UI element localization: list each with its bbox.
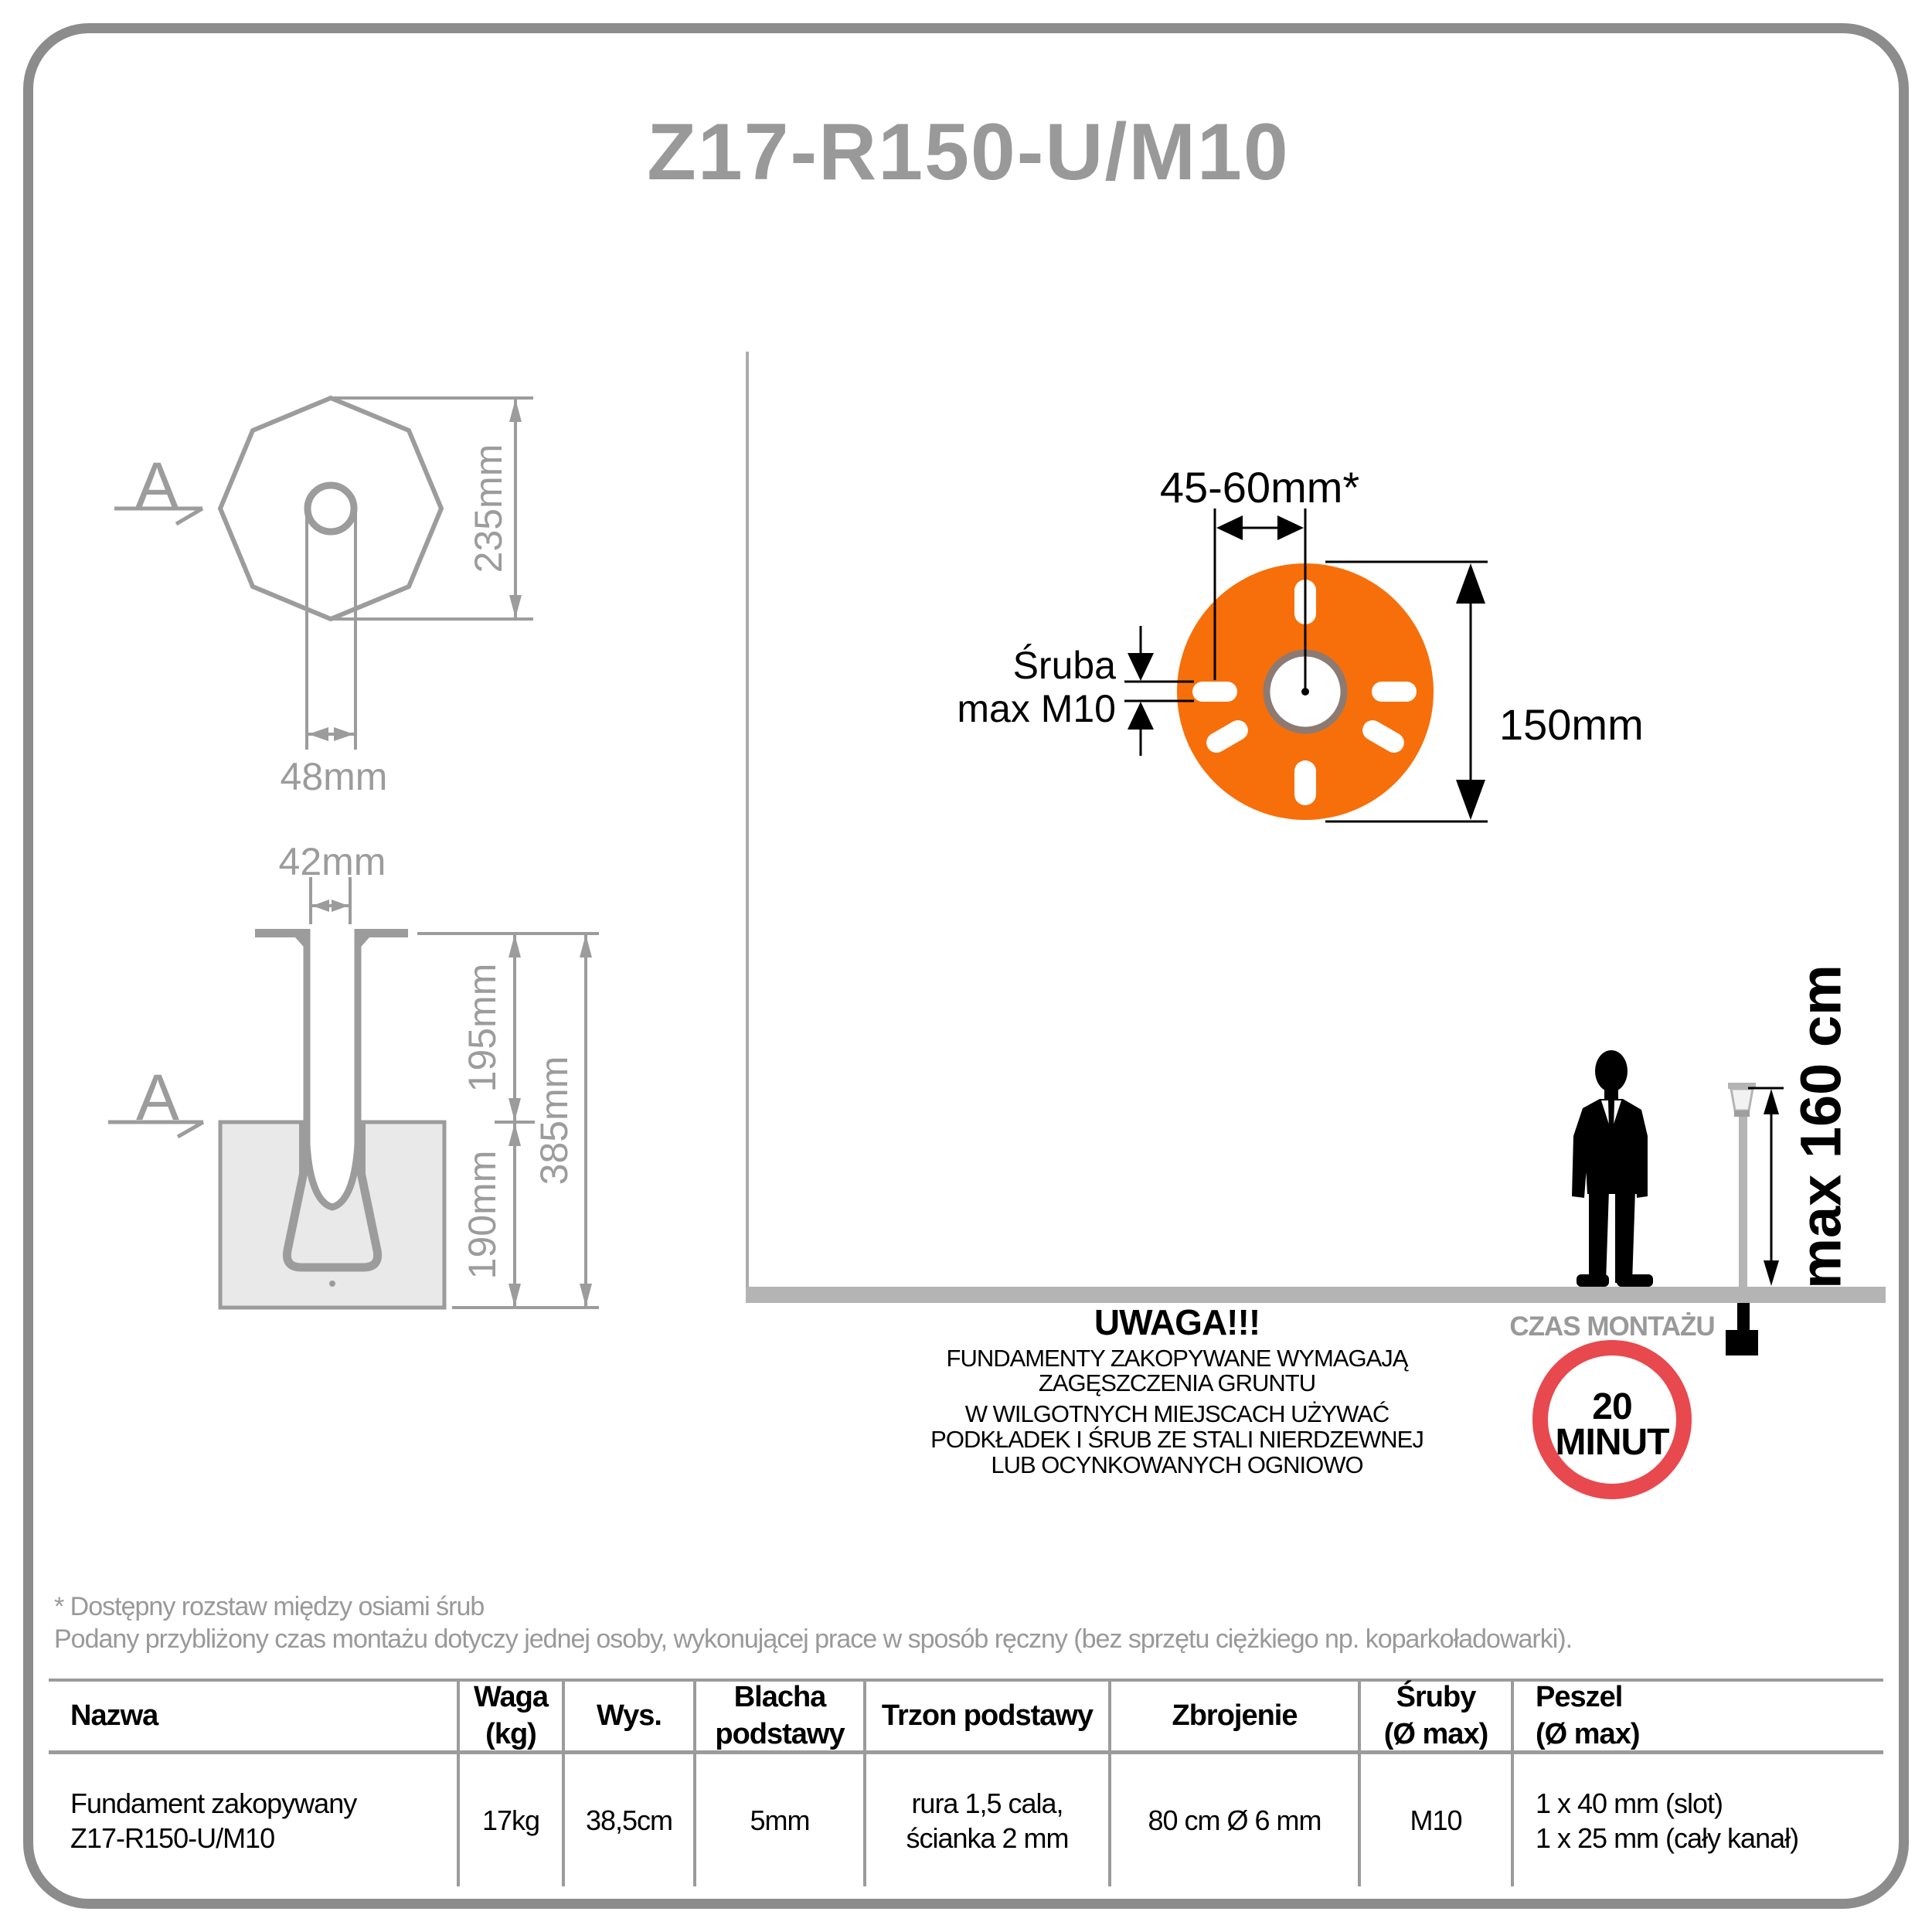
footnote-montage-time: Podany przybliżony czas montażu dotyczy jednej osoby, wykonującej prace w sposób ręczny (bez sprzętu ciężkiego np. koparkoładowarki). [54, 1624, 1573, 1654]
dim-48mm: 48mm [280, 755, 388, 798]
warning-line: FUNDAMENTY ZAKOPYWANE WYMAGAJĄ [946, 1345, 1408, 1372]
cell-name: Fundament zakopywany Z17-R150-U/M10 [49, 1754, 460, 1886]
montage-caption: CZAS MONTAŻU [1509, 1311, 1715, 1342]
dim-150mm: 150mm [1499, 700, 1644, 749]
col-header-trzon: Trzon podstawy [866, 1682, 1111, 1754]
cell-waga: 17kg [460, 1754, 565, 1886]
col-header-blacha: Blacha podstawy [696, 1682, 866, 1754]
section-a-label-side: A [135, 1061, 180, 1134]
screw-label-line2: max M10 [957, 687, 1116, 730]
cell-sruby: M10 [1361, 1754, 1514, 1886]
cell-trzon: rura 1,5 cala, ścianka 2 mm [866, 1754, 1111, 1886]
flange-drawing [1124, 509, 1488, 821]
cell-blacha: 5mm [696, 1754, 866, 1886]
warning-title: UWAGA!!! [1094, 1302, 1260, 1342]
max-height-dimension [1748, 1088, 1784, 1286]
section-a-label-top: A [134, 449, 179, 522]
warning-line: PODKŁADEK I ŚRUB ZE STALI NIERDZEWNEJ [930, 1426, 1423, 1453]
spec-table [49, 1679, 1883, 1886]
screw-label-line1: Śruba [1012, 644, 1116, 687]
dim-42mm: 42mm [278, 840, 386, 883]
dim-235mm: 235mm [467, 444, 510, 573]
page-title: Z17-R150-U/M10 [647, 107, 1290, 197]
col-header-peszel: Peszel (Ø max) [1514, 1682, 1883, 1754]
cell-zbrojenie: 80 cm Ø 6 mm [1111, 1754, 1361, 1886]
section-view-drawing [108, 877, 599, 1308]
bollard-figure [1726, 1083, 1758, 1355]
person-silhouette [1572, 1050, 1653, 1287]
cell-wys: 38,5cm [565, 1754, 696, 1886]
montage-time-unit: MINUT [1555, 1422, 1669, 1463]
cell-peszel: 1 x 40 mm (slot) 1 x 25 mm (cały kanał) [1536, 1787, 1799, 1854]
col-header-nazwa: Nazwa [49, 1682, 460, 1754]
warning-line: W WILGOTNYCH MIEJSCACH UŻYWAĆ [964, 1400, 1389, 1427]
dim-bolt-spacing: 45-60mm* [1159, 463, 1360, 512]
col-header-sruby: Śruby (Ø max) [1361, 1682, 1514, 1754]
foundation-tube [307, 929, 358, 1207]
dim-195mm: 195mm [461, 963, 504, 1093]
col-header-wys: Wys. [565, 1682, 696, 1754]
montage-time-value: 20 [1592, 1386, 1632, 1427]
dim-385mm: 385mm [532, 1056, 576, 1185]
warning-line: ZAGĘSZCZENIA GRUNTU [1038, 1369, 1316, 1396]
warning-line: LUB OCYNKOWANYCH OGNIOWO [991, 1451, 1363, 1478]
col-header-zbrojenie: Zbrojenie [1111, 1682, 1361, 1754]
dim-190mm: 190mm [461, 1150, 504, 1280]
col-header-waga: Waga (kg) [460, 1682, 565, 1754]
footnote-spacing: * Dostępny rozstaw między osiami śrub [54, 1592, 485, 1621]
max-height-label: max 160 cm [1788, 964, 1853, 1289]
